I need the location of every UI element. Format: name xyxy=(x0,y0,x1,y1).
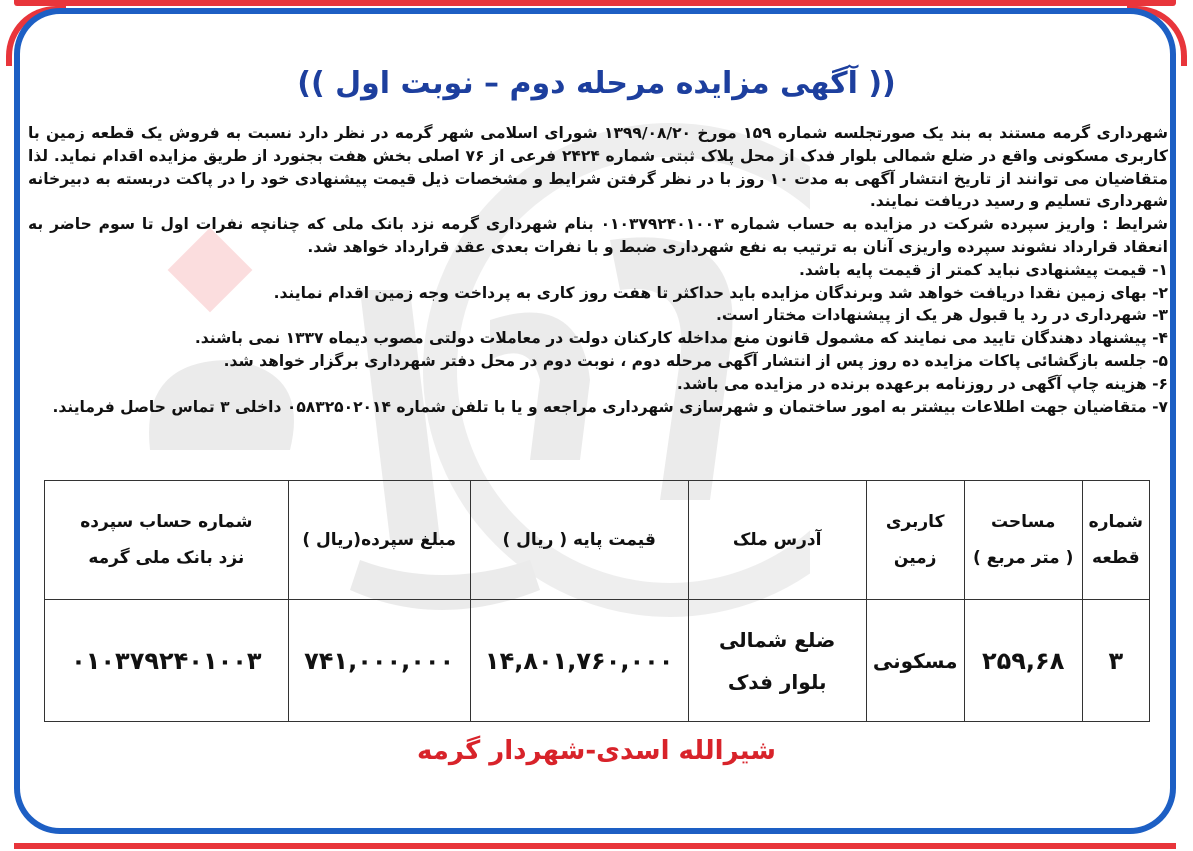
cell-account: ۰۱۰۳۷۹۲۴۰۱۰۰۳ xyxy=(45,600,289,722)
bottom-red-stripe xyxy=(14,843,1176,849)
cell-base-price: ۱۴,۸۰۱,۷۶۰,۰۰۰ xyxy=(470,600,688,722)
address-line: ضلع شمالی xyxy=(718,627,836,652)
condition-item: ۳- شهرداری در رد یا قبول هر یک از پیشنهادات مختار است. xyxy=(716,306,1168,325)
header-area xyxy=(964,481,1082,600)
header-land-usage xyxy=(866,481,964,600)
top-red-stripe xyxy=(14,0,1176,6)
header-address: آدرس ملک xyxy=(688,481,866,600)
condition-item: ۱- قیمت پیشنهادی نباید کمتر از قیمت پایه باشد. xyxy=(798,260,1168,279)
condition-item: ۶- هزینه چاپ آگهی در روزنامه برعهده برنده در مزایده می باشد. xyxy=(676,374,1168,393)
condition-item: ۷- متقاضیان جهت اطلاعات بیشتر به امور ساختمان و شهرسازی شهرداری مراجعه و یا با تلفن شماره ۰۵۸۳۲۵۰۲۰۱۴ داخلی ۳ تماس حاصل فرمایند. xyxy=(52,397,1168,416)
cell-deposit: ۷۴۱,۰۰۰,۰۰۰ xyxy=(288,600,470,722)
cell-address xyxy=(688,600,866,722)
address-line: بلوار فدک xyxy=(727,669,827,694)
header-account-bank: نزد بانک ملی گرمه xyxy=(88,548,245,568)
intro-paragraph: شهرداری گرمه مستند به بند یک صورتجلسه شماره ۱۵۹ مورخ ۱۳۹۹/۰۸/۲۰ شورای اسلامی شهر گرمه در نظر دارد نسبت به فروش یک قطعه زمین با کاربری مسکونی واقع در ضلع شمالی بلوار فدک از محل پلاک ثبتی شماره ۲۴۲۴ فرعی از ۷۶ اصلی بخش هفت بجنورد از طریق مزایده اقدام نماید. لذا متقاضیان می توانند از تاریخ انتشار آگهی به مدت ۱۰ روز با در نظر گرفتن شرایط و مشخصات ذیل قیمت پیشنهادی خود را در پاکت دربسته به دبیرخانه شهرداری تسلیم و رسید دریافت نمایند. xyxy=(28,124,1169,211)
header-usage-sub: زمین xyxy=(893,548,937,568)
header-deposit: مبلغ سپرده(ریال ) xyxy=(288,481,470,600)
notice-body xyxy=(28,122,1168,418)
mayor-signature-line: شیرالله اسدی-شهردار گرمه xyxy=(417,736,776,766)
header-area-unit: ( متر مربع ) xyxy=(972,548,1074,568)
header-account xyxy=(45,481,289,600)
header-usage-label: کاربری xyxy=(885,512,945,532)
condition-item: ۴- پیشنهاد دهندگان تایید می نمایند که مشمول قانون منع مداخله کارکنان دولت در معاملات دولتی مصوب دیماه ۱۳۳۷ نمی باشند. xyxy=(194,329,1168,348)
condition-item: ۲- بهای زمین نقدا دریافت خواهد شد وبرندگان مزایده باید حداکثر تا هفت روز کاری به پرداخت وجه زمین اقدام نمایند. xyxy=(273,283,1168,302)
header-area-label: مساحت xyxy=(990,512,1056,532)
lot-table xyxy=(44,480,1150,722)
cell-usage: مسکونی xyxy=(866,600,964,722)
table-row xyxy=(45,600,1150,722)
header-account-label: شماره حساب سپرده xyxy=(80,512,253,532)
cell-lot-number: ۳ xyxy=(1082,600,1149,722)
cell-area: ۲۵۹,۶۸ xyxy=(964,600,1082,722)
header-lot-number: شماره قطعه xyxy=(1082,481,1149,600)
condition-item: ۵- جلسه بازگشائی پاکات مزایده ده روز پس از انتشار آگهی مرحله دوم ، نوبت دوم در محل دفتر شهرداری برگزار خواهد شد. xyxy=(223,351,1168,370)
conditions-intro: شرایط : واریز سپرده شرکت در مزایده به حساب شماره ۰۱۰۳۷۹۲۴۰۱۰۰۳ بنام شهرداری گرمه نزد بانک ملی که چنانچه نفرات اول تا سوم حاضر به انعقاد قرارداد نشوند سپرده واریزی آنان به ترتیب به نفع شهرداری ضبط و با نفرات بعدی عقد قرارداد خواهد شد. xyxy=(28,215,1169,256)
notice-title: (( آگهی مزایده مرحله دوم – نوبت اول )) xyxy=(297,66,896,101)
header-base-price: قیمت پایه ( ریال ) xyxy=(470,481,688,600)
table-header-row xyxy=(45,481,1150,600)
